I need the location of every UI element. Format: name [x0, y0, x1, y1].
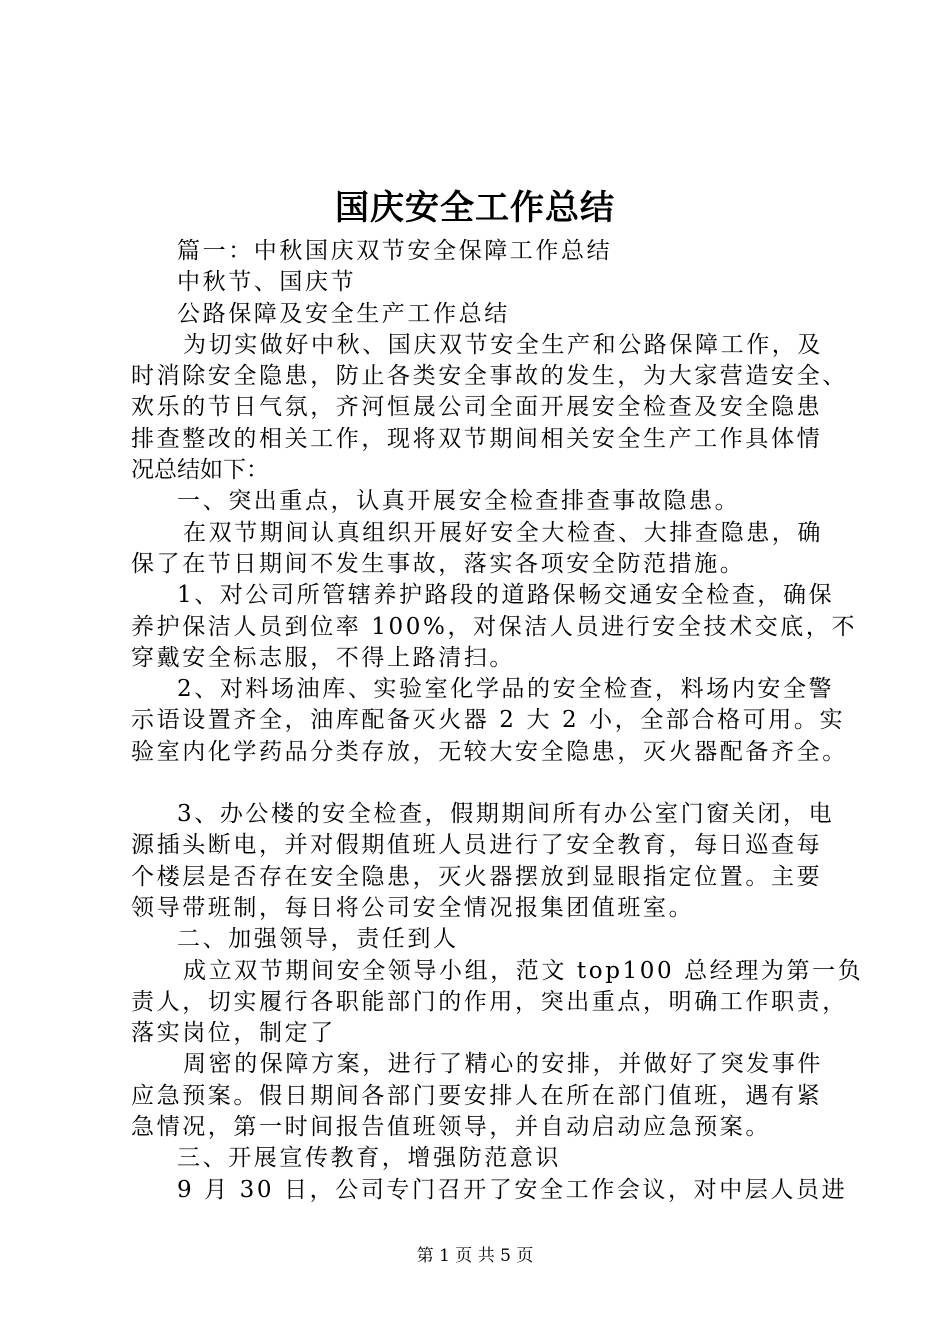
text-line: 1、对公司所管辖养护路段的道路保畅交通安全检查，确保	[177, 582, 835, 609]
page-number-footer: 第 1 页 共 5 页	[416, 1246, 534, 1266]
text-line: 中秋节、国庆节	[177, 269, 357, 296]
text-line: 急情况，第一时间报告值班领导，并自动启动应急预案。	[131, 1114, 771, 1141]
text-line: 3、办公楼的安全检查，假期期间所有办公室门窗关闭，电	[177, 801, 835, 828]
text-line: 养护保洁人员到位率 100%，对保洁人员进行安全技术交底，不	[131, 613, 858, 640]
section-heading: 二、加强领导，责任到人	[177, 926, 459, 953]
text-line: 保了在节日期间不发生事故，落实各项安全防范措施。	[131, 550, 746, 577]
text-line: 为切实做好中秋、国庆双节安全生产和公路保障工作，及	[183, 331, 823, 358]
section-heading: 三、开展宣传教育，增强防范意识	[177, 1145, 561, 1172]
text-line: 周密的保障方案，进行了精心的安排，并做好了突发事件	[183, 1051, 823, 1078]
text-line: 公路保障及安全生产工作总结	[177, 300, 510, 327]
text-line: 示语设置齐全，油库配备灭火器 2 大 2 小，全部合格可用。实	[131, 707, 846, 734]
text-line: 领导带班制，每日将公司安全情况报集团值班室。	[131, 894, 695, 921]
text-line: 时消除安全隐患，防止各类安全事故的发生，为大家营造安全、	[131, 363, 848, 390]
text-line: 篇一：中秋国庆双节安全保障工作总结	[177, 238, 613, 264]
text-line: 责人，切实履行各职能部门的作用，突出重点，明确工作职责，	[131, 988, 848, 1015]
text-line: 落实岗位，制定了	[131, 1020, 336, 1047]
text-line: 况总结如下：	[131, 457, 269, 484]
text-line: 验室内化学药品分类存放，无较大安全隐患，灭火器配备齐全。	[131, 738, 848, 765]
text-line: 在双节期间认真组织开展好安全大检查、大排查隐患，确	[183, 519, 823, 546]
section-heading: 一、突出重点，认真开展安全检查排查事故隐患。	[177, 488, 741, 515]
document-body	[131, 236, 864, 1206]
text-line: 排查整改的相关工作，现将双节期间相关安全生产工作具体情	[131, 425, 823, 452]
text-line: 欢乐的节日气氛，齐河恒晟公司全面开展安全检查及安全隐患	[131, 394, 823, 421]
document-title: 国庆安全工作总结	[335, 188, 615, 228]
text-line: 穿戴安全标志服，不得上路清扫。	[131, 644, 515, 671]
text-line: 个楼层是否存在安全隐患，灭火器摆放到显眼指定位置。主要	[131, 863, 823, 890]
text-line: 成立双节期间安全领导小组，范文 top100 总经理为第一负	[183, 957, 864, 984]
text-line: 应急预案。假日期间各部门要安排人在所在部门值班，遇有紧	[131, 1082, 823, 1109]
text-line: 源插头断电，并对假期值班人员进行了安全教育，每日巡查每	[131, 832, 823, 859]
text-line: 9 月 30 日，公司专门召开了安全工作会议，对中层人员进	[177, 1176, 848, 1203]
text-line: 2、对料场油库、实验室化学品的安全检查，料场内安全警	[177, 676, 835, 703]
paragraph-gap	[131, 768, 831, 799]
